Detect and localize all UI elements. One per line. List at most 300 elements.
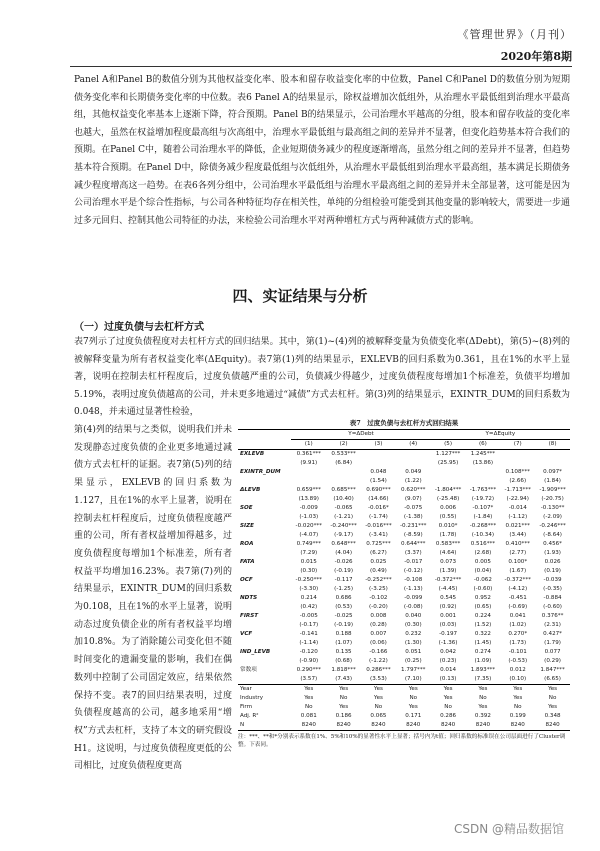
tstat-cell: (-0.19) — [334, 568, 354, 574]
tstat-cell: (6.65) — [544, 676, 561, 682]
tstat-cell: (-1.84) — [473, 514, 493, 520]
tstat-cell: (-9.17) — [334, 532, 354, 538]
fixed-cell: 8240 — [396, 721, 431, 731]
tstat-cell: (-22.94) — [506, 496, 529, 502]
tstat-cell: (-0.12) — [403, 568, 423, 574]
table-row — [238, 576, 570, 585]
regression-table — [238, 418, 570, 749]
fixed-cell: No — [479, 695, 487, 701]
coef-cell: 0.516*** — [470, 541, 496, 547]
fixed-cell: No — [304, 704, 313, 710]
tstat-cell: (1.07) — [335, 640, 353, 646]
tstat-cell: (1.93) — [544, 550, 561, 556]
group-equity: Y=ΔEquity — [431, 430, 570, 440]
tstat-cell: (-3.25) — [369, 586, 388, 592]
fixed-cell: Yes — [326, 685, 361, 695]
coef-cell: -0.102 — [369, 595, 388, 601]
fixed-cell: Yes — [535, 685, 570, 695]
table-row — [238, 666, 570, 675]
tstat-cell: (-1.22) — [369, 658, 388, 664]
table-row-tstat — [238, 531, 570, 540]
tstat-cell: (1.02) — [509, 622, 527, 628]
coef-cell — [361, 450, 396, 460]
row-label: Firm — [240, 704, 253, 710]
tstat-cell: (0.30) — [300, 568, 318, 574]
coef-cell: 1.797*** — [401, 667, 426, 673]
fixed-cell: 0.081 — [300, 713, 317, 719]
coef-cell: -0.246*** — [539, 523, 566, 529]
coef-cell: 0.014 — [440, 667, 457, 673]
tstat-cell: (-1.13) — [403, 586, 423, 592]
coef-cell: 0.685*** — [331, 487, 356, 493]
tstat-cell: (0.49) — [370, 568, 387, 574]
tstat-cell: (-8.64) — [543, 532, 562, 538]
table-row-tstat — [238, 513, 570, 522]
coef-cell: -0.062 — [473, 577, 492, 583]
table-rows — [238, 450, 570, 731]
coef-cell: 0.012 — [509, 667, 526, 673]
tstat-cell: (-0.08) — [403, 604, 423, 610]
fixed-cell: Yes — [339, 704, 349, 710]
coef-cell — [535, 450, 570, 460]
tstat-cell: (-3.30) — [299, 586, 319, 592]
tstat-cell: (1.84) — [544, 478, 561, 484]
coef-cell: 0.048 — [370, 469, 387, 475]
coef-cell: 0.659*** — [296, 487, 321, 493]
tstat-cell: (9.07) — [404, 496, 422, 502]
coef-cell: -1.763*** — [469, 487, 497, 493]
tstat-cell: (-0.19) — [334, 622, 354, 628]
coef-cell: 0.041 — [509, 613, 526, 619]
coef-cell: 0.290*** — [296, 667, 321, 673]
table-row-tstat — [238, 459, 570, 468]
coef-cell: -0.016*** — [365, 523, 392, 529]
coef-cell: 0.322 — [474, 631, 491, 637]
coef-cell: 0.644*** — [401, 541, 426, 547]
tstat-cell: (7.10) — [404, 676, 422, 682]
tstat-cell: (0.53) — [335, 604, 353, 610]
tstat-cell — [431, 477, 466, 486]
tstat-cell: (-1.03) — [299, 514, 319, 520]
tstat-cell: (0.06) — [370, 640, 387, 646]
coef-cell: -0.016* — [368, 505, 389, 511]
tstat-cell: (-25.48) — [436, 496, 460, 502]
coef-cell: -0.120 — [299, 649, 318, 655]
coef-cell — [291, 468, 326, 477]
tstat-cell: (-0.53) — [508, 658, 528, 664]
tstat-cell: (0.03) — [439, 622, 457, 628]
table-row-tstat — [238, 477, 570, 486]
tstat-cell: (0.23) — [439, 658, 457, 664]
tstat-cell: (0.65) — [474, 604, 492, 610]
fixed-cell: Yes — [500, 685, 535, 695]
coef-cell: -0.372*** — [504, 577, 531, 583]
coef-cell: 1.818*** — [331, 667, 356, 673]
table-row — [238, 558, 570, 567]
fixed-cell: 0.199 — [509, 713, 526, 719]
fixed-cell: Yes — [443, 695, 453, 701]
tstat-cell: (7.35) — [474, 676, 492, 682]
coef-cell: 0.620*** — [401, 487, 426, 493]
section-title: 四、实证结果与分析 — [232, 287, 368, 305]
row-label: OCF — [240, 577, 253, 583]
coef-cell: 0.533*** — [331, 451, 356, 457]
coef-cell: -0.039 — [543, 577, 562, 583]
table-row-fixed — [238, 712, 570, 721]
tstat-cell: (25.95) — [437, 460, 459, 466]
fixed-cell: No — [513, 704, 522, 710]
table-row — [238, 486, 570, 495]
watermark: CSDN @精品数据馆 — [453, 822, 564, 836]
coef-cell: -0.005 — [299, 613, 318, 619]
row-label: SIZE — [240, 523, 254, 529]
row-label: FATA — [240, 559, 255, 565]
tstat-cell: (-19.72) — [471, 496, 495, 502]
row-label: SOE — [240, 505, 253, 511]
column-number: (2) — [326, 440, 361, 450]
coef-cell: 0.232 — [405, 631, 422, 637]
row-label: EXLEVB — [240, 451, 265, 457]
fixed-cell: No — [548, 695, 557, 701]
row-label: NDTS — [240, 595, 258, 601]
tstat-cell: (0.04) — [474, 568, 492, 574]
coef-cell: 0.010* — [438, 523, 458, 529]
tstat-cell: (-1.14) — [299, 640, 319, 646]
fixed-cell: 0.348 — [544, 713, 561, 719]
coef-cell: -0.065 — [334, 505, 353, 511]
column-number: (3) — [361, 440, 396, 450]
column-number: (8) — [535, 440, 570, 450]
tstat-cell: (-20.75) — [541, 496, 564, 502]
coef-cell: -0.451 — [508, 595, 527, 601]
coef-cell — [396, 450, 431, 460]
coef-cell: -0.108 — [404, 577, 423, 583]
column-number-row — [238, 440, 570, 450]
tstat-cell: (7.43) — [335, 676, 353, 682]
tstat-cell: (-0.60) — [473, 586, 493, 592]
row-label: FIRST — [240, 613, 259, 619]
tstat-cell: (3.37) — [404, 550, 422, 556]
coef-cell: 0.361*** — [296, 451, 321, 457]
table-row-tstat — [238, 495, 570, 504]
fixed-cell: No — [409, 695, 418, 701]
coef-cell: -0.130** — [540, 505, 565, 511]
row-label: IND_LEVB — [240, 649, 271, 655]
fixed-cell: Yes — [466, 685, 501, 695]
column-number: (6) — [466, 440, 501, 450]
fixed-cell: 0.286 — [440, 713, 457, 719]
tstat-cell: (-2.09) — [543, 514, 562, 520]
tstat-cell: (0.19) — [544, 568, 561, 574]
journal-name: 《管理世界》（月刊） — [457, 28, 572, 41]
coef-cell: 0.007 — [370, 631, 387, 637]
tstat-cell: (1.78) — [439, 532, 457, 538]
fixed-cell: Yes — [291, 685, 326, 695]
tstat-cell: (-4.45) — [438, 586, 458, 592]
tstat-cell: (1.09) — [474, 658, 492, 664]
table-row-tstat — [238, 675, 570, 685]
tstat-cell — [326, 477, 361, 486]
paragraph-table7-intro: 表7列示了过度负债程度对去杠杆方式的回归结果。其中，第(1)~(4)列的被解释变量为负债变化率(ΔDebt)，第(5)~(8)列的被解释变量为所有者权益变化率(ΔEquity)。表7第(1)列的结果显示，EXLEVB的回归系数为0.361，且在1%的水平上显著，说明在控制去杠杆程度后，过度负债越严重的公司，负债减少得越少，过度负债程度每增加1个标准差，负债平均增加5.19%，表明过度负债越高的公司，并未更多地通过“减债”方式去杠杆。第(3)列的结果显示，EXINTR_DUM的回归系数为0.048，并未通过显著性检验， — [74, 337, 570, 418]
coef-cell: -1.804*** — [434, 487, 462, 493]
fixed-cell: Yes — [373, 695, 383, 701]
table-notes: 注：***、**和*分别表示系数在1%、5%和10%的显著性水平上显著；括号内为t值；回归系数的标准误在公司层面进行了Cluster调整。下表同。 — [238, 734, 566, 748]
row-label: ROA — [240, 541, 254, 547]
fixed-cell: No — [339, 695, 348, 701]
tstat-cell: (3.57) — [300, 676, 318, 682]
tstat-cell: (1.39) — [439, 568, 457, 574]
header-rule — [70, 66, 572, 67]
column-number: (7) — [500, 440, 535, 450]
coef-cell: 0.214 — [300, 595, 317, 601]
tstat-cell: (-1.21) — [334, 514, 354, 520]
coef-cell: -0.099 — [404, 595, 423, 601]
coef-cell: -0.197 — [439, 631, 458, 637]
table-row — [238, 540, 570, 549]
tstat-cell: (14.66) — [368, 496, 389, 502]
row-label: Year — [238, 685, 291, 695]
tstat-cell: (1.22) — [404, 478, 422, 484]
table-row — [238, 450, 570, 460]
tstat-cell — [396, 459, 431, 468]
tstat-cell: (0.10) — [509, 676, 527, 682]
table-row — [238, 612, 570, 621]
coef-cell — [466, 468, 501, 477]
tstat-cell — [291, 477, 326, 486]
coef-cell: -0.250*** — [295, 577, 322, 583]
coef-cell: -0.101 — [508, 649, 527, 655]
tstat-cell: (0.55) — [439, 514, 457, 520]
coef-cell: 0.286*** — [366, 667, 391, 673]
coef-cell: 0.015 — [300, 559, 317, 565]
coef-cell: 0.376** — [541, 613, 564, 619]
fixed-cell: No — [374, 704, 383, 710]
coef-cell: -0.014 — [508, 505, 527, 511]
coef-cell: -0.009 — [299, 505, 318, 511]
row-label: N — [238, 721, 291, 731]
coef-cell: 1.893*** — [470, 667, 496, 673]
tstat-cell: (10.40) — [333, 496, 354, 502]
coef-cell: -0.026 — [334, 559, 353, 565]
paragraph-panel-results: Panel A和Panel B的数值分别为其他权益变化率、股本和留存收益变化率的中位数，Panel C和Panel D的数值分别为短期债务变化率和长期债务变化率的中位数。表6 Panel A的结果显示，除权益增加次低组外，从治理水平最低组到治理水平最高组，其他权益变化率基本上逐渐下降，符合预期。Panel B的结果显示，公司治理水平越高的分组，股本和留存收益的变化率也越大，虽然在权益增加程度最高组与次高组中，治理水平最低组与最高组之间的差异并不显著，但变化趋势基本符合我们的预期。在Panel C中，随着公司治理水平的降低，企业短期债务减少的程度逐渐增高，虽然分组之间的差异并不显著，但趋势基本符合预期。在Panel D中，除债务减少程度最低组与次低组外，从治理水平最低组到治理水平最高组，基本满足长期债务减少程度增高这一趋势。在表6各列分组中，公司治理水平最低组与治理水平最高组之间的差异并未全部显著，这可能是因为公司治理水平是个综合性指标，与公司各种特征均存在相关性，单纯的分组检验可能受到其他变量的影响较大，需要进一步通过多元回归、控制其他公司特征的办法，来检验公司治理水平对两种增杠方式与两种减债方式的影响。 — [74, 75, 570, 226]
fixed-cell: Yes — [513, 695, 523, 701]
coef-cell: -1.909*** — [539, 487, 566, 493]
fixed-cell: Yes — [408, 704, 418, 710]
table-row-tstat — [238, 549, 570, 558]
tstat-cell: (2.31) — [544, 622, 561, 628]
coef-cell: 0.008 — [370, 613, 387, 619]
table-row-tstat — [238, 567, 570, 576]
fixed-cell: 0.186 — [335, 713, 352, 719]
tstat-cell: (1.52) — [474, 622, 492, 628]
tstat-cell: (0.28) — [370, 622, 387, 628]
coef-cell: 0.686 — [335, 595, 352, 601]
coef-cell: 0.077 — [544, 649, 561, 655]
tstat-cell: (-3.41) — [369, 532, 388, 538]
fixed-cell: 8240 — [535, 721, 570, 731]
tstat-cell: (0.13) — [439, 676, 457, 682]
table-body — [238, 429, 570, 731]
coef-cell: 0.583*** — [435, 541, 461, 547]
table-row — [238, 630, 570, 639]
fixed-cell: Yes — [431, 685, 466, 695]
coef-cell: 0.456* — [543, 541, 562, 547]
coef-cell: -0.231*** — [400, 523, 427, 529]
fixed-cell: No — [444, 704, 452, 710]
coef-cell: -0.166 — [369, 649, 388, 655]
tstat-cell: (-0.60) — [543, 604, 562, 610]
coef-cell: 0.274 — [474, 649, 491, 655]
coef-cell: 0.135 — [335, 649, 352, 655]
fixed-cell: 0.392 — [474, 713, 491, 719]
tstat-cell — [361, 459, 396, 468]
table-row-fixed — [238, 703, 570, 712]
table-group-header — [238, 430, 570, 440]
coef-cell: 0.021*** — [505, 523, 530, 529]
row-label: Industry — [240, 695, 264, 701]
tstat-cell: (13.89) — [298, 496, 319, 502]
tstat-cell: (1.45) — [474, 640, 492, 646]
fixed-cell: 8240 — [291, 721, 326, 731]
tstat-cell: (-0.69) — [508, 604, 528, 610]
tstat-cell: (1.30) — [404, 640, 422, 646]
coef-cell: -0.252*** — [365, 577, 392, 583]
fixed-cell: 0.065 — [370, 713, 387, 719]
coef-cell: 0.725*** — [366, 541, 391, 547]
fixed-cell: 8240 — [431, 721, 466, 731]
coef-cell — [431, 468, 466, 477]
coef-cell: 0.108*** — [505, 469, 530, 475]
coef-cell: 1.127*** — [435, 451, 461, 457]
tstat-cell: (6.84) — [335, 460, 353, 466]
table-row-fixed — [238, 685, 570, 695]
coef-cell: 0.749*** — [296, 541, 321, 547]
coef-cell: 0.410*** — [505, 541, 530, 547]
fixed-cell: 0.171 — [405, 713, 422, 719]
coef-cell: 0.097* — [543, 469, 562, 475]
coef-cell: 1.245*** — [470, 451, 496, 457]
column-number: (4) — [396, 440, 431, 450]
table-row-fixed — [238, 694, 570, 703]
coef-cell: -0.884 — [543, 595, 562, 601]
coef-cell — [326, 468, 361, 477]
table-row-tstat — [238, 621, 570, 630]
coef-cell: -1.713*** — [504, 487, 531, 493]
group-debt: Y=ΔDebt — [291, 430, 430, 440]
tstat-cell: (-1.12) — [508, 514, 528, 520]
coef-cell: 0.025 — [370, 559, 387, 565]
coef-cell: 0.049 — [405, 469, 422, 475]
coef-cell: 0.042 — [440, 649, 457, 655]
tstat-cell: (2.66) — [509, 478, 527, 484]
left-column-text: 第(4)列的结果与之类似，说明我们并未发现静态过度负债的企业更多地通过减债方式去杠杆的证据。表7第(5)列的结果显示，EXLEVB的回归系数为1.127，且在1%的水平上显著，说明在控制去杠杆程度后，过度负债程度越严重的公司，所有者权益增加得越多，过度负债程度每增加1个标准差，所有者权益平均增加16.23%。表7第(7)列的结果显示，EXINTR_DUM的回归系数为0.108，且在1%的水平上显著，说明动态过度负债企业的所有者权益平均增加10.8%。为了消除随公司变化但不随时间变化的遗漏变量的影响，我们在偶数列中控制了公司固定效应，结果依然保持不变。表7的回归结果表明，过度负债程度越高的公司，越多地采用“增权”方式去杠杆，支持了本文的研究假设H1。这说明，与过度负债程度更低的公司相比，过度负债程度更高 — [74, 425, 232, 772]
column-number: (1) — [291, 440, 326, 450]
tstat-cell: (0.25) — [404, 658, 422, 664]
coef-cell: -0.107* — [472, 505, 494, 511]
tstat-cell: (0.29) — [544, 658, 561, 664]
fixed-cell: Yes — [361, 685, 396, 695]
tstat-cell: (13.86) — [472, 460, 494, 466]
tstat-cell: (6.27) — [370, 550, 387, 556]
row-label: Adj. R² — [240, 713, 259, 719]
tstat-cell: (-1.74) — [369, 514, 388, 520]
tstat-cell: (0.68) — [335, 658, 353, 664]
coef-cell: -0.020*** — [295, 523, 322, 529]
coef-cell: -0.372*** — [434, 577, 462, 583]
row-label: 常数项 — [240, 667, 257, 673]
table-title: 表7 过度负债与去杠杆方式回归结果 — [349, 419, 459, 427]
fixed-cell: Yes — [304, 695, 314, 701]
table-row — [238, 594, 570, 603]
coef-cell: -0.117 — [334, 577, 353, 583]
coef-cell: -0.017 — [404, 559, 423, 565]
tstat-cell: (1.73) — [509, 640, 527, 646]
tstat-cell — [500, 459, 535, 468]
table-row-fixed — [238, 721, 570, 731]
coef-cell: 0.026 — [544, 559, 561, 565]
tstat-cell: (2.77) — [509, 550, 527, 556]
coef-cell: 0.040 — [405, 613, 422, 619]
coef-cell: 0.952 — [474, 595, 491, 601]
tstat-cell: (0.92) — [439, 604, 457, 610]
fixed-cell: Yes — [396, 685, 431, 695]
coef-cell: 0.427* — [543, 631, 562, 637]
tstat-cell: (-8.59) — [403, 532, 423, 538]
fixed-cell: 8240 — [466, 721, 501, 731]
tstat-cell: (2.68) — [474, 550, 492, 556]
tstat-cell: (-0.35) — [543, 586, 562, 592]
coef-cell: 0.224 — [474, 613, 491, 619]
row-label: ΔLEVB — [240, 487, 261, 493]
coef-cell: 0.006 — [440, 505, 457, 511]
tstat-cell — [466, 477, 501, 486]
fixed-cell: Yes — [548, 704, 558, 710]
tstat-cell: (-4.07) — [299, 532, 319, 538]
coef-cell — [500, 450, 535, 460]
row-label: VCF — [240, 631, 253, 637]
issue-number: 2020年第8期 — [500, 50, 572, 63]
table-row — [238, 504, 570, 513]
table-row-tstat — [238, 657, 570, 666]
tstat-cell: (0.42) — [300, 604, 318, 610]
tstat-cell — [535, 459, 570, 468]
coef-cell: 0.051 — [405, 649, 422, 655]
tstat-cell: (-0.17) — [299, 622, 319, 628]
coef-cell: 0.188 — [335, 631, 352, 637]
subsection-title: （一）过度负债与去杠杆方式 — [74, 322, 204, 333]
table-row — [238, 468, 570, 477]
tstat-cell: (-1.36) — [438, 640, 458, 646]
table-row — [238, 522, 570, 531]
tstat-cell: (1.79) — [544, 640, 561, 646]
tstat-cell: (1.67) — [509, 568, 527, 574]
tstat-cell: (3.53) — [370, 676, 387, 682]
coef-cell: 1.847*** — [540, 667, 565, 673]
coef-cell: 0.005 — [474, 559, 491, 565]
coef-cell: 0.690*** — [366, 487, 391, 493]
fixed-cell: Yes — [478, 704, 488, 710]
table-row-tstat — [238, 603, 570, 612]
tstat-cell: (-4.12) — [508, 586, 528, 592]
page-header — [0, 0, 600, 66]
tstat-cell: (-1.25) — [334, 586, 354, 592]
coef-cell: -0.025 — [334, 613, 353, 619]
tstat-cell: (1.54) — [370, 478, 387, 484]
coef-cell: -0.268*** — [469, 523, 497, 529]
tstat-cell: (4.04) — [335, 550, 353, 556]
tstat-cell: (7.29) — [300, 550, 318, 556]
coef-cell: 0.073 — [440, 559, 457, 565]
